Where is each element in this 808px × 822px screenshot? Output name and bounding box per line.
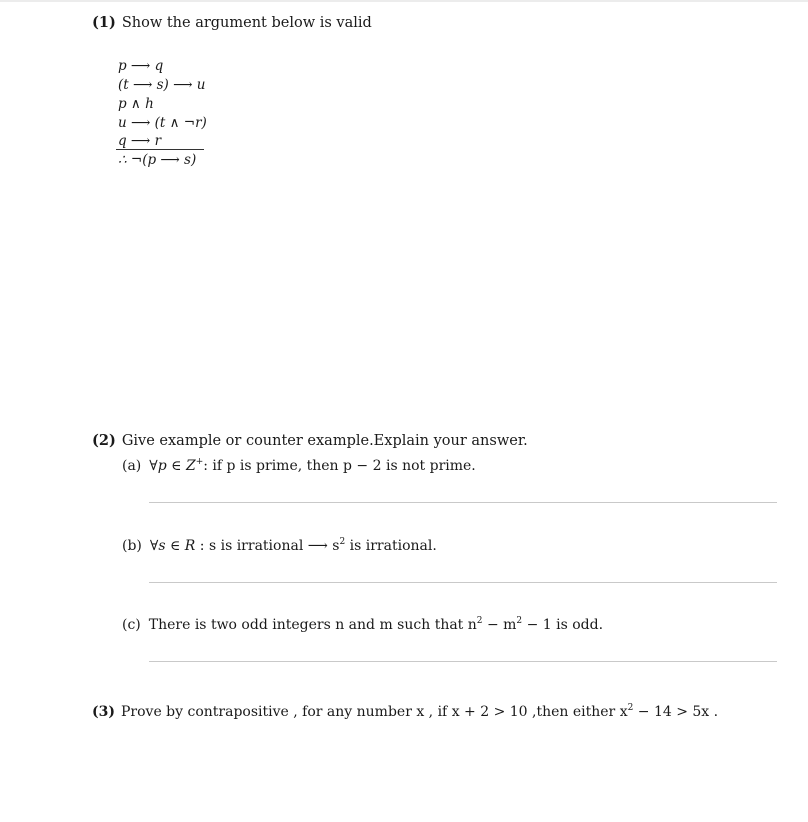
question-2a [122,457,476,475]
question-2c-text-mid: − m [482,617,517,633]
question-1-number: (1) [92,14,116,31]
question-2a-label: (a) [122,458,142,474]
question-2b-superscript: 2 [339,537,346,547]
question-3-number: (3) [92,704,115,720]
page-top-border [0,0,808,2]
question-3-text-after: − 14 > 5x . [633,704,719,720]
question-2b-quantifier: ∀s ∈ R [149,538,196,554]
premise-4: u ⟶ (t ∧ ¬r) [118,115,207,131]
question-1-text: Show the argument below is valid [121,15,372,31]
question-2b-rest-after-sup: is irrational. [345,538,437,554]
conclusion: ∴ ¬(p ⟶ s) [118,152,197,168]
question-2-text: Give example or counter example.Explain your answer. [121,433,528,449]
question-2c-superscript-2: 2 [516,616,523,626]
question-2a-rest: : if p is prime, then p − 2 is not prime. [203,458,476,474]
question-2b [122,537,437,555]
question-2a-superscript: + [195,457,204,467]
answer-line-2c[interactable] [149,661,777,662]
question-3-text-before: Prove by contrapositive , for any number x , if x + 2 > 10 ,then either x [121,704,628,720]
question-2c-text-after: − 1 is odd. [522,617,604,633]
question-2c-text-before: There is two odd integers n and m such that n [148,617,477,633]
question-1 [92,14,372,32]
question-2a-quantifier: ∀p ∈ Z [149,458,196,474]
answer-line-2b[interactable] [149,582,777,583]
question-2 [92,432,528,450]
argument-conclusion-rule [116,149,204,150]
question-2-number: (2) [92,432,116,449]
question-2b-rest-before-sup: : s is irrational ⟶ s [195,538,340,554]
premise-2: (t ⟶ s) ⟶ u [118,77,206,93]
premise-3: p ∧ h [118,96,154,112]
question-3-superscript: 2 [627,703,634,713]
question-2c-superscript-1: 2 [476,616,483,626]
question-3 [92,703,718,721]
question-2b-label: (b) [122,538,142,554]
answer-line-2a[interactable] [149,502,777,503]
premise-5: q ⟶ r [118,133,162,149]
question-2c-label: (c) [122,617,141,633]
question-2c [122,616,603,634]
premise-1: p ⟶ q [118,58,164,74]
